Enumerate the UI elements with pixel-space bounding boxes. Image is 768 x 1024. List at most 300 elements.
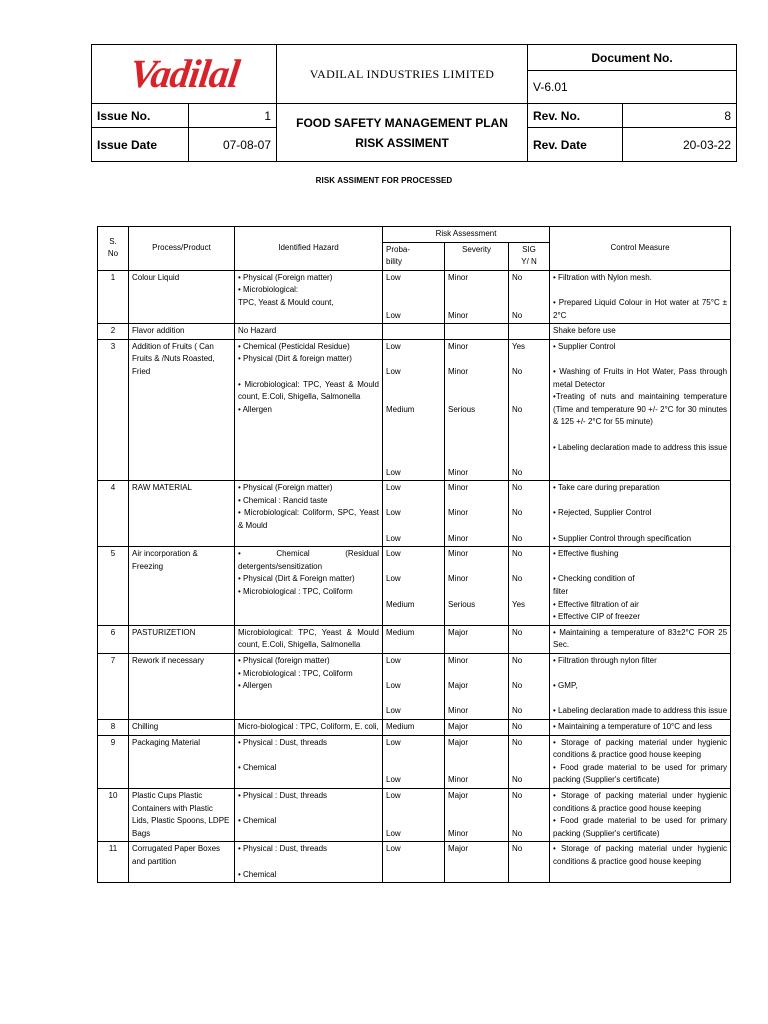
hazard-line: • Chemical [238,816,277,826]
hazard-line: • Physical : Dust, threads [238,737,328,747]
control-measure-line: filter [553,587,569,597]
probability-value [386,495,441,508]
control-measure-line: • Maintaining a temperature of 83±2°C FOR 25 Sec. [553,627,728,650]
probability-value: Low [386,341,401,351]
probability-value: Medium [386,404,415,414]
severity-value [448,668,505,681]
severity-value [448,815,505,828]
severity-value: Major [448,681,469,691]
risk-row [98,735,731,788]
row-probability [383,339,445,481]
control-measure-line: • Washing of Fruits in Hot Water, Pass through metal Detector [553,366,728,389]
severity-value [448,762,505,775]
row-hazard [235,842,383,883]
probability-value [386,429,441,442]
hazard-line: • Physical (foreign matter) [238,656,330,665]
control-measure-line: • Checking condition of [553,574,635,584]
probability-value: Low [386,467,401,477]
control-measure-line [553,429,727,442]
significance-value: No [512,574,523,584]
probability-value [386,520,441,533]
header-control-measure: Control Measure [550,227,731,271]
row-probability [383,324,445,340]
header-sig: SIG Y/ N [509,242,550,270]
probability-value [386,284,441,297]
row-process: Corrugated Paper Boxes and partition [129,842,235,883]
significance-value [512,586,546,599]
significance-value: No [512,721,523,731]
hazard-line: • Microbiological: TPC, Yeast & Mould count, E.Coli, Shigella, Salmonella [238,379,379,402]
row-significance [509,842,550,883]
row-probability [383,654,445,720]
significance-value: Yes [512,341,526,351]
row-probability [383,735,445,788]
hazard-line: • Chemical (Residual detergents/sensitization [238,549,379,571]
row-probability [383,270,445,323]
risk-assessment-table [97,226,731,883]
header-process: Process/Product [129,227,235,271]
hazard-line: • Microbiological: Coliform, SPC, Yeast & Mould [238,508,379,531]
severity-value: Minor [448,483,469,493]
severity-value: Minor [448,533,469,543]
control-measure-line [553,353,727,366]
significance-value: No [512,706,523,716]
severity-value [448,561,505,574]
hazard-line: • Physical (Dirt & foreign matter) [238,354,352,364]
control-measure-line: Shake before use [553,326,616,336]
header-hazard: Identified Hazard [235,227,383,271]
document-no-label: Document No. [528,45,737,71]
severity-value: Serious [448,404,476,414]
control-measure-line: • Effective CIP of freezer [553,612,641,622]
risk-row [98,339,731,481]
significance-value [512,693,546,706]
row-process: Plastic Cups Plastic Containers with Plastic Lids, Plastic Spoons, LDPE Bags [129,788,235,841]
row-control-measure [550,788,731,841]
risk-assessment-subtitle: RISK ASSIMENT FOR PROCESSED [315,176,453,185]
probability-value [386,815,441,828]
control-measure-line: • GMP, [553,681,578,691]
header-sno: S. No [98,227,129,271]
row-probability [383,842,445,883]
probability-value [386,379,441,392]
significance-value: No [512,508,523,518]
significance-value: No [512,828,523,838]
hazard-line: • Microbiological: [238,285,299,295]
row-significance [509,735,550,788]
hazard-line [238,803,379,816]
row-significance [509,654,550,720]
row-serial-number: 8 [98,719,129,735]
control-measure-line: • Effective flushing [553,549,619,559]
row-severity [445,547,509,626]
rev-no-label: Rev. No. [528,104,623,128]
probability-value: Low [386,706,401,716]
probability-value: Low [386,549,401,559]
control-measure-line: • Filtration through nylon filter [553,656,657,665]
significance-value: No [512,366,523,376]
row-process: RAW MATERIAL [129,481,235,547]
significance-value: No [512,737,523,747]
significance-value: No [512,627,523,637]
significance-value [512,561,546,574]
control-measure-line: • Food grade material to be used for primary packing (Supplier's certificate) [553,816,728,838]
control-measure-line [553,668,727,681]
row-hazard [235,625,383,653]
probability-value [386,561,441,574]
severity-value: Major [448,721,469,731]
row-serial-number: 6 [98,625,129,653]
control-measure-line: • Storage of packing material under hygienic conditions & practice good house keeping [553,844,728,866]
hazard-line: • Chemical [238,869,277,879]
probability-value [386,803,441,816]
hazard-line: • Microbiological : TPC, Coliform [238,668,353,678]
row-severity [445,324,509,340]
hazard-line: • Physical (Foreign matter) [238,272,333,282]
risk-row [98,625,731,653]
plan-subtitle: RISK ASSIMENT [355,135,449,150]
plan-title-cell [277,104,528,162]
probability-value: Low [386,737,401,747]
rev-no-value: 8 [623,104,737,128]
significance-value [512,353,546,366]
significance-value [512,520,546,533]
risk-row [98,270,731,323]
row-significance [509,481,550,547]
row-control-measure [550,654,731,720]
risk-row [98,547,731,626]
row-probability [383,625,445,653]
plan-title: FOOD SAFETY MANAGEMENT PLAN [296,115,508,130]
probability-value [386,454,441,467]
hazard-line: TPC, Yeast & Mould count, [238,297,334,307]
severity-value: Minor [448,508,469,518]
row-serial-number: 11 [98,842,129,883]
significance-value: No [512,467,523,477]
company-logo: Vadilal [126,51,242,96]
issue-no-value: 1 [189,104,277,128]
hazard-line: • Physical (Foreign matter) [238,483,333,493]
severity-value [448,416,505,429]
header-risk-assessment: Risk Assessment [383,227,550,243]
row-significance [509,339,550,481]
probability-value: Low [386,272,401,282]
row-hazard [235,270,383,323]
significance-value [512,429,546,442]
row-hazard [235,719,383,735]
probability-value: Low [386,790,401,800]
severity-value [448,391,505,404]
significance-value: No [512,775,523,785]
row-hazard [235,654,383,720]
issue-no-label: Issue No. [92,104,189,128]
row-process: Packaging Material [129,735,235,788]
hazard-line: • Allergen [238,404,272,414]
significance-value [512,815,546,828]
row-severity [445,735,509,788]
row-serial-number: 10 [98,788,129,841]
row-significance [509,625,550,653]
row-control-measure [550,547,731,626]
probability-value [386,297,441,310]
severity-value: Minor [448,272,469,282]
row-control-measure [550,339,731,481]
severity-value: Minor [448,549,469,559]
significance-value [512,297,546,310]
severity-value: Serious [448,599,476,609]
control-measure-line: • Labeling declaration made to address this issue [553,442,728,452]
row-probability [383,481,445,547]
row-serial-number: 9 [98,735,129,788]
control-measure-line [553,693,727,706]
severity-value [448,693,505,706]
hazard-line: Microbiological: TPC, Yeast & Mould count, E.Coli, Shigella, Salmonella [238,627,379,650]
hazard-line: • Physical : Dust, threads [238,844,328,854]
control-measure-line [553,284,727,297]
hazard-line [238,856,379,869]
significance-value [512,284,546,297]
row-process: Colour Liquid [129,270,235,323]
probability-value: Low [386,366,401,376]
significance-value: No [512,533,523,543]
control-measure-line: • Maintaining a temperature of 10°C and less [553,721,713,731]
row-process: Addition of Fruits ( Can Fruits & /Nuts Roasted, Fried [129,339,235,481]
document-no-value: V-6.01 [528,71,737,104]
probability-value: Low [386,483,401,493]
probability-value [386,749,441,762]
probability-value: Low [386,310,401,320]
row-hazard [235,788,383,841]
row-control-measure [550,270,731,323]
row-serial-number: 4 [98,481,129,547]
probability-value [386,442,441,455]
significance-value: No [512,549,523,559]
severity-value: Minor [448,706,469,716]
significance-value [512,668,546,681]
row-severity [445,270,509,323]
probability-value: Low [386,681,401,691]
row-serial-number: 5 [98,547,129,626]
hazard-line: • Chemical : Rancid taste [238,495,328,505]
severity-value [448,586,505,599]
control-measure-line [553,520,727,533]
significance-value: No [512,404,523,414]
row-control-measure [550,735,731,788]
row-severity [445,842,509,883]
control-measure-line: • Supplier Control through specification [553,533,692,543]
issue-date-label: Issue Date [92,128,189,162]
row-serial-number: 2 [98,324,129,340]
probability-value [386,693,441,706]
header-probability: Proba- bility [383,242,445,270]
control-measure-line: • Effective filtration of air [553,599,639,609]
row-serial-number: 1 [98,270,129,323]
risk-row [98,481,731,547]
severity-value: Major [448,790,469,800]
rev-date-label: Rev. Date [528,128,623,162]
row-control-measure [550,842,731,883]
row-serial-number: 7 [98,654,129,720]
severity-value [448,520,505,533]
row-probability [383,719,445,735]
row-hazard [235,547,383,626]
significance-value: No [512,681,523,691]
significance-value: No [512,310,523,320]
risk-row [98,842,731,883]
row-significance [509,270,550,323]
severity-value [448,749,505,762]
hazard-line: • Physical (Dirt & Foreign matter) [238,574,355,584]
row-process: Chilling [129,719,235,735]
probability-value: Medium [386,599,415,609]
significance-value [512,442,546,455]
row-significance [509,788,550,841]
severity-value [448,803,505,816]
control-measure-line: • Prepared Liquid Colour in Hot water at 75°C ± 2°C [553,297,728,320]
row-probability [383,547,445,626]
hazard-line: No Hazard [238,326,277,336]
logo-cell [92,45,277,104]
hazard-line: Micro-biological : TPC, Coliform, E. coli, [238,721,379,731]
hazard-line [238,366,379,379]
row-significance [509,324,550,340]
row-process: PASTURIZETION [129,625,235,653]
risk-row [98,719,731,735]
row-process: Rework if necessary [129,654,235,720]
row-hazard [235,324,383,340]
significance-value [512,416,546,429]
control-measure-line [553,495,727,508]
significance-value [512,391,546,404]
severity-value: Major [448,627,469,637]
severity-value [448,297,505,310]
risk-row [98,788,731,841]
probability-value: Low [386,656,401,665]
row-control-measure [550,324,731,340]
row-severity [445,481,509,547]
document-header [91,44,737,162]
probability-value: Low [386,775,401,785]
severity-value: Minor [448,310,469,320]
row-hazard [235,735,383,788]
significance-value [512,495,546,508]
row-control-measure [550,481,731,547]
significance-value [512,749,546,762]
row-severity [445,788,509,841]
hazard-line: • Microbiological : TPC, Coliform [238,587,353,597]
significance-value [512,762,546,775]
row-severity [445,625,509,653]
probability-value [386,391,441,404]
risk-row [98,324,731,340]
row-process: Air incorporation & Freezing [129,547,235,626]
severity-value [448,454,505,467]
probability-value [386,416,441,429]
row-severity [445,654,509,720]
company-name: VADILAL INDUSTRIES LIMITED [277,45,528,104]
significance-value: No [512,272,523,282]
control-measure-line: • Food grade material to be used for primary packing (Supplier's certificate) [553,762,728,785]
significance-value: Yes [512,599,526,609]
control-measure-line: • Supplier Control [553,341,616,351]
row-control-measure [550,625,731,653]
hazard-line: • Chemical [238,762,277,772]
control-measure-line: • Storage of packing material under hygienic conditions & practice good house keeping [553,790,728,813]
severity-value: Minor [448,341,469,351]
row-hazard [235,481,383,547]
probability-value: Low [386,844,401,854]
hazard-line: • Chemical (Pesticidal Residue) [238,341,350,351]
severity-value: Major [448,844,469,854]
severity-value [448,284,505,297]
probability-value: Medium [386,721,415,731]
header-severity: Severity [445,242,509,270]
probability-value [386,668,441,681]
row-serial-number: 3 [98,339,129,481]
control-measure-line: • Take care during preparation [553,483,660,493]
severity-value: Minor [448,775,469,785]
severity-value [448,379,505,392]
probability-value [386,353,441,366]
row-hazard [235,339,383,481]
significance-value [512,379,546,392]
probability-value: Low [386,508,401,518]
significance-value: No [512,483,523,493]
significance-value: No [512,790,523,800]
control-measure-line: • Labeling declaration made to address this issue [553,706,728,716]
row-process: Flavor addition [129,324,235,340]
hazard-line [238,749,379,762]
risk-table-body [98,270,731,882]
risk-row [98,654,731,720]
hazard-line: • Physical : Dust, threads [238,790,328,800]
row-severity [445,719,509,735]
probability-value: Low [386,828,401,838]
row-significance [509,719,550,735]
hazard-line: • Allergen [238,681,272,691]
severity-value: Minor [448,467,469,477]
probability-value [386,762,441,775]
significance-value: No [512,656,523,665]
severity-value [448,442,505,455]
row-probability [383,788,445,841]
row-control-measure [550,719,731,735]
probability-value: Low [386,533,401,543]
severity-value [448,495,505,508]
control-measure-line: •Treating of nuts and maintaining temperature (Time and temperature 90 +/- 2°C for 30 minutes & 125 +/- 2°C for 55 minute) [553,392,728,427]
significance-value: No [512,844,523,854]
control-measure-line: • Filtration with Nylon mesh. [553,272,652,282]
probability-value: Low [386,574,401,584]
rev-date-value: 20-03-22 [623,128,737,162]
control-measure-line [553,561,727,574]
severity-value: Minor [448,656,469,665]
control-measure-line: • Storage of packing material under hygienic conditions & practice good house keeping [553,737,728,760]
severity-value: Minor [448,574,469,584]
control-measure-line: • Rejected, Supplier Control [553,508,652,518]
probability-value: Medium [386,627,415,637]
severity-value [448,353,505,366]
significance-value [512,454,546,467]
severity-value: Major [448,737,469,747]
severity-value: Minor [448,828,469,838]
issue-date-value: 07-08-07 [189,128,277,162]
severity-value [448,429,505,442]
probability-value [386,586,441,599]
severity-value: Minor [448,366,469,376]
row-significance [509,547,550,626]
row-severity [445,339,509,481]
